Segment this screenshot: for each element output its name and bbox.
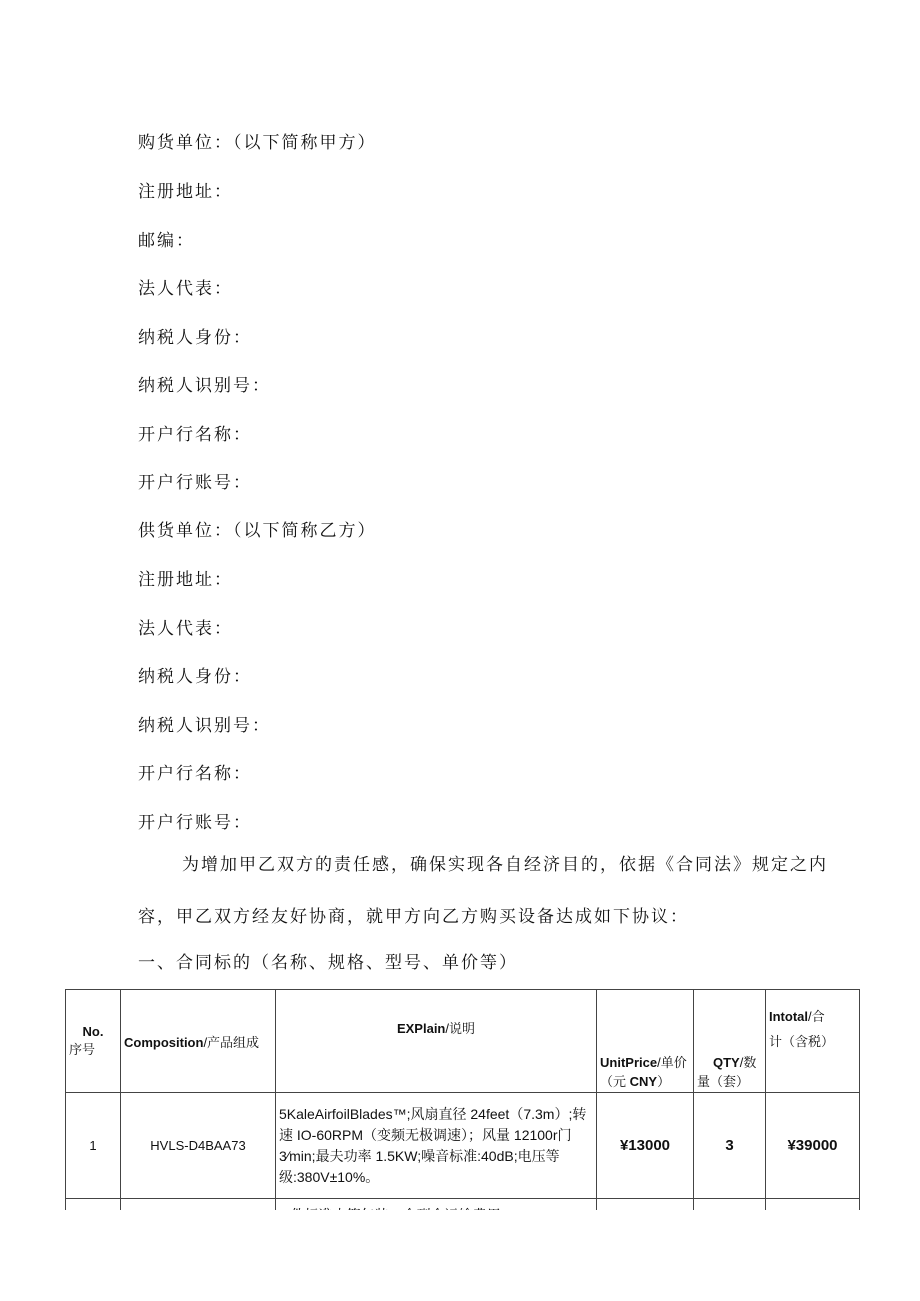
header-qty-en: QTY bbox=[713, 1055, 740, 1070]
header-composition bbox=[121, 990, 276, 1093]
buyer-postcode: 邮编： bbox=[138, 231, 195, 251]
row-composition: HVLS-D4BAA73 bbox=[121, 1093, 276, 1199]
header-no-cn: 序号 bbox=[69, 1042, 96, 1057]
buyer-bank-account: 开户行账号： bbox=[138, 473, 252, 493]
header-explain bbox=[276, 990, 597, 1093]
buyer-legal-rep: 法人代表： bbox=[138, 279, 233, 299]
header-qty-cn: /数 bbox=[739, 1055, 757, 1070]
header-composition-cn: /产品组成 bbox=[203, 1034, 260, 1050]
header-total-en: Intotal bbox=[769, 1009, 808, 1024]
seller-taxpayer-id: 纳税人识别号： bbox=[138, 716, 271, 736]
header-explain-cn: /说明 bbox=[445, 1021, 476, 1036]
header-price-unit-post: ） bbox=[657, 1074, 671, 1089]
buyer-address: 注册地址： bbox=[138, 182, 233, 202]
header-composition-en: Composition bbox=[124, 1034, 204, 1050]
row-no: 1 bbox=[66, 1093, 121, 1199]
buyer-bank-name: 开户行名称： bbox=[138, 425, 252, 445]
buyer-taxpayer-status: 纳税人身份： bbox=[138, 328, 252, 348]
header-total bbox=[766, 990, 860, 1093]
page-bottom-margin bbox=[0, 1210, 920, 1301]
header-price-cn: /单价 bbox=[657, 1055, 687, 1070]
seller-address: 注册地址： bbox=[138, 570, 233, 590]
row-total: ¥39000 bbox=[766, 1093, 860, 1199]
row-unit-price: ¥13000 bbox=[597, 1093, 694, 1199]
row-qty: 3 bbox=[694, 1093, 766, 1199]
buyer-unit: 购货单位：（以下简称甲方） bbox=[138, 133, 377, 153]
header-price-en: UnitPrice bbox=[600, 1055, 658, 1070]
header-no-en: No. bbox=[82, 1024, 104, 1039]
section-heading: 一、合同标的（名称、规格、型号、单价等） bbox=[138, 953, 518, 973]
seller-unit: 供货单位：（以下简称乙方） bbox=[138, 521, 377, 541]
table-row bbox=[66, 1093, 860, 1199]
seller-bank-name: 开户行名称： bbox=[138, 764, 252, 784]
row-explain: 5KaleAirfoilBlades™;风扇直径 24feet（7.3m）;转速 IO-60RPM（变频无极调速）；风量 12100r门3∕min;最夫功率 1.5KW;噪音标准:40dB;电压等级:380V±10%。 bbox=[276, 1093, 597, 1199]
intro-paragraph bbox=[138, 839, 860, 943]
intro-text: 为增加甲乙双方的责任感，确保实现各自经济目的，依据《合同法》规定之内容，甲乙双方经友好协商，就甲方向乙方购买设备达成如下协议： bbox=[138, 855, 828, 927]
header-unit-price bbox=[597, 990, 694, 1093]
header-no bbox=[66, 990, 121, 1093]
header-price-unit-cny: CNY bbox=[629, 1074, 658, 1089]
seller-legal-rep: 法人代表： bbox=[138, 619, 233, 639]
header-qty-cn2: 量（套） bbox=[697, 1074, 750, 1089]
seller-bank-account: 开户行账号： bbox=[138, 813, 252, 833]
header-total-cn: /合 bbox=[808, 1009, 825, 1024]
buyer-taxpayer-id: 纳税人识别号： bbox=[138, 376, 271, 396]
table-header-row bbox=[66, 990, 860, 1093]
header-total-cn2: 计（含税） bbox=[769, 1034, 835, 1049]
header-explain-en: EXPlain bbox=[396, 1021, 446, 1036]
seller-taxpayer-status: 纳税人身份： bbox=[138, 667, 252, 687]
header-qty bbox=[694, 990, 766, 1093]
header-price-unit-pre: （元 bbox=[600, 1074, 630, 1089]
